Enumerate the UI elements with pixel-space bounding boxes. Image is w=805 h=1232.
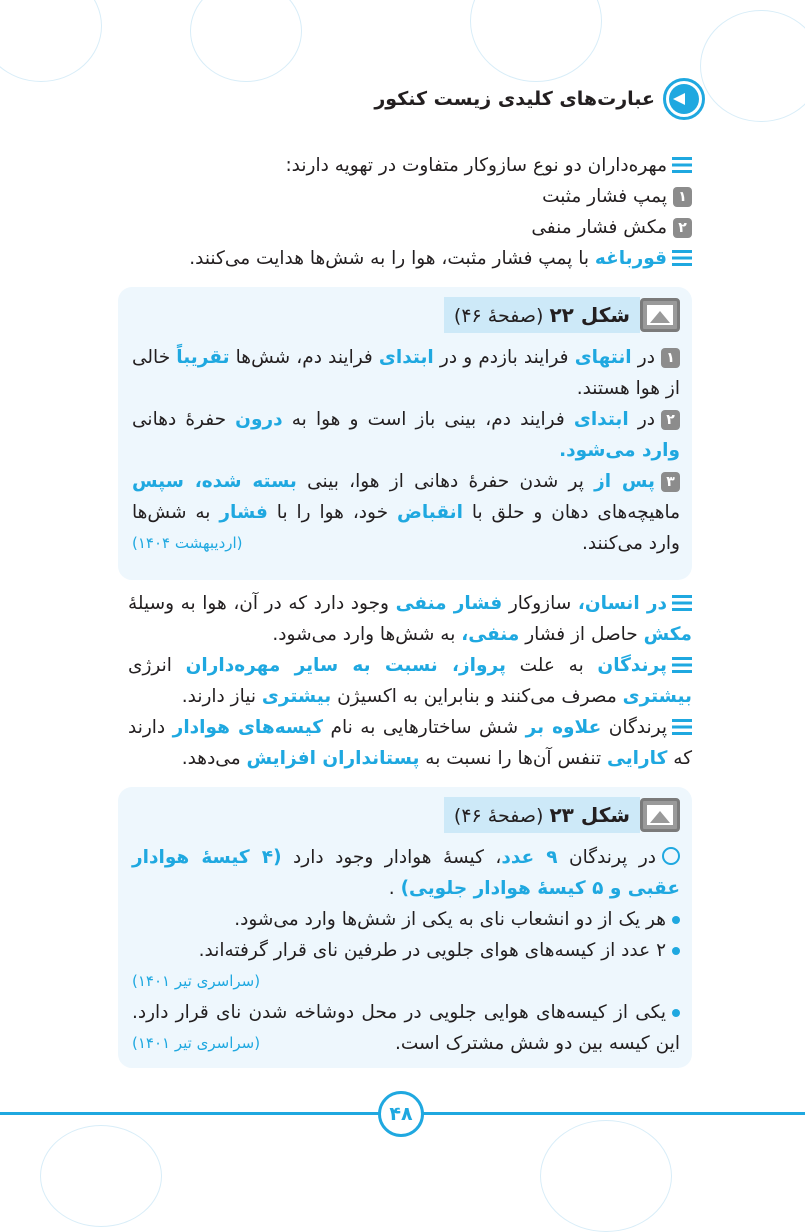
highlighted-term: پس از <box>594 471 656 492</box>
text-segment: شش ساختارهایی به نام <box>323 717 526 738</box>
background-doodle <box>470 0 602 82</box>
text-segment: سازوکار <box>502 593 578 614</box>
numbered-item <box>132 466 680 559</box>
paragraph-text <box>542 186 667 207</box>
text-segment: پمپ فشار مثبت <box>542 186 667 207</box>
bullet-item <box>132 904 680 935</box>
numbered-item <box>128 181 692 212</box>
exam-source: (سراسری تیر ۱۴۰۱) <box>132 1034 261 1052</box>
highlighted-term: منفی، <box>461 624 520 645</box>
text-segment: پرندگان <box>601 717 667 738</box>
text-segment: در <box>628 409 655 430</box>
paragraph-text <box>199 940 666 961</box>
text-segment: یکی از کیسه‌های هوایی جلویی در محل دوشاخه شدن نای قرار دارد. این کیسه بین دو شش مشترک است. <box>132 1002 680 1054</box>
text-segment: . <box>388 878 401 899</box>
text-segment: هر یک از دو انشعاب نای به یکی از شش‌ها وارد می‌شود. <box>234 909 666 930</box>
text-segment: مهره‌داران دو نوع سازوکار متفاوت در تهویه دارند: <box>285 155 667 176</box>
text-segment: در پرندگان <box>557 847 656 868</box>
numbered-item <box>128 212 692 243</box>
highlighted-term: درون <box>235 409 283 430</box>
figure-title <box>444 297 680 333</box>
text-segment: پر شدن حفرهٔ دهانی از هوا، بینی <box>296 471 595 492</box>
text-segment: به شش‌ها وارد می‌شود. <box>272 624 462 645</box>
paragraph-text <box>189 248 667 269</box>
bullet-icon <box>672 1009 680 1017</box>
bullet-icon <box>672 916 680 924</box>
text-segment: مصرف می‌کنند و بنابراین به اکسیژن <box>331 686 623 707</box>
highlighted-term: بیشتری <box>622 686 692 707</box>
figure-22-box <box>118 287 692 580</box>
highlighted-term: (۴ کیسهٔ هوادار عقبی و ۵ کیسهٔ هوادار جلویی) <box>132 847 680 899</box>
figure-23-box <box>118 787 692 1068</box>
background-doodle <box>700 10 805 122</box>
highlighted-term: کارایی <box>607 748 668 769</box>
exam-source: (اردیبهشت ۱۴۰۴) <box>132 534 243 552</box>
highlighted-term: انقباض <box>396 502 463 523</box>
highlighted-term: ابتدای <box>573 409 629 430</box>
highlighted-term: پستانداران افزایش <box>246 748 420 769</box>
figure-number: شکل ۲۲ <box>549 303 630 327</box>
text-segment: وجود دارد که در آن، هوا به وسیلهٔ <box>128 593 396 614</box>
paragraph-text <box>128 717 692 769</box>
paragraph-text <box>285 155 667 176</box>
highlighted-term: بسته شده، سپس <box>132 471 297 492</box>
flower-icon <box>662 847 680 865</box>
section-title: عبارت‌های کلیدی زیست کنکور <box>374 88 655 110</box>
text-segment: مکش فشار منفی <box>531 217 667 238</box>
text-segment: ماهیچه‌های دهان و حلق با <box>462 502 680 523</box>
highlighted-term: فشار <box>219 502 268 523</box>
intro-paragraph <box>128 150 692 181</box>
text-segment: انرژی <box>128 655 186 676</box>
paragraph-text <box>234 909 666 930</box>
image-icon <box>640 798 680 832</box>
highlighted-term: کیسه‌های هوادار <box>172 717 324 738</box>
figure-page-ref: (صفحهٔ ۴۶) <box>453 305 544 327</box>
highlighted-term: ابتدای <box>378 347 434 368</box>
text-segment: به شش‌ها وارد می‌کنند. <box>132 502 680 554</box>
paragraph-text <box>132 847 680 899</box>
background-doodle <box>0 0 102 82</box>
paragraph-text <box>132 347 680 399</box>
highlighted-term: بیشتری <box>261 686 332 707</box>
intro-section <box>128 150 692 274</box>
text-segment: دارند که <box>128 717 692 769</box>
figure-title <box>444 797 680 833</box>
text-segment: با پمپ فشار مثبت، هوا را به شش‌ها هدایت می‌کنند. <box>189 248 595 269</box>
highlighted-term: وارد می‌شود. <box>559 440 680 461</box>
bullet-item <box>132 935 680 966</box>
list-lines-icon <box>672 657 692 673</box>
highlighted-term: مکش <box>643 624 692 645</box>
numbered-item <box>132 404 680 466</box>
list-lines-icon <box>672 250 692 266</box>
background-doodle <box>40 1125 162 1227</box>
text-segment: می‌دهد. <box>181 748 247 769</box>
highlighted-term: در انسان، <box>577 593 668 614</box>
highlighted-term: قورباغه <box>594 248 667 269</box>
paragraph-text <box>128 593 692 645</box>
number-badge: ۱ <box>673 187 692 207</box>
background-doodle <box>540 1120 672 1232</box>
number-badge: ۲ <box>661 410 680 430</box>
highlighted-term: تقریباً <box>176 347 230 368</box>
numbered-item <box>132 342 680 404</box>
bullet-item <box>132 997 680 1059</box>
figure-label <box>444 797 640 833</box>
figure-number: شکل ۲۳ <box>549 803 630 827</box>
key-point <box>128 650 692 712</box>
lead-item <box>132 842 680 904</box>
page-number: ۴۸ <box>378 1091 424 1137</box>
image-icon <box>640 298 680 332</box>
text-segment: فرایند دم، بینی باز است و هوا به <box>282 409 574 430</box>
pacman-logo-icon <box>663 78 705 120</box>
paragraph-text <box>132 409 680 461</box>
text-segment: در <box>631 347 655 368</box>
text-segment: خالی از هوا هستند. <box>132 347 680 399</box>
highlighted-term: ۹ عدد <box>501 847 558 868</box>
number-badge: ۱ <box>661 348 680 368</box>
highlighted-term: پرندگان <box>597 655 667 676</box>
exam-source: (سراسری تیر ۱۴۰۱) <box>132 972 261 990</box>
bullet-icon <box>672 947 680 955</box>
highlighted-term: علاوه بر <box>525 717 602 738</box>
key-point <box>128 712 692 774</box>
list-lines-icon <box>672 595 692 611</box>
text-segment: فرایند بازدم و در <box>433 347 575 368</box>
text-segment: به علت <box>505 655 598 676</box>
figure-label <box>444 297 640 333</box>
number-badge: ۲ <box>673 218 692 238</box>
background-doodle <box>190 0 302 82</box>
text-segment: تنفس آن‌ها را نسبت به <box>419 748 608 769</box>
text-segment: حفرهٔ دهانی <box>132 409 236 430</box>
key-point <box>128 588 692 650</box>
section-header <box>374 78 705 120</box>
list-lines-icon <box>672 157 692 173</box>
text-segment: ۲ عدد از کیسه‌های هوای جلویی در طرفین نای قرار گرفته‌اند. <box>198 940 666 961</box>
highlighted-term: فشار منفی <box>395 593 503 614</box>
text-segment: ، کیسهٔ هوادار وجود دارد <box>281 847 502 868</box>
text-segment: خود، هوا را با <box>267 502 397 523</box>
figure-page-ref: (صفحهٔ ۴۶) <box>453 805 544 827</box>
text-segment: حاصل از فشار <box>519 624 644 645</box>
highlighted-term: پرواز، نسبت به سایر مهره‌داران <box>185 655 506 676</box>
paragraph-text <box>128 655 692 707</box>
paragraph-text <box>531 217 667 238</box>
intro-paragraph <box>128 243 692 274</box>
middle-section <box>128 588 692 774</box>
highlighted-term: انتهای <box>574 347 632 368</box>
text-segment: فرایند دم، شش‌ها <box>229 347 379 368</box>
list-lines-icon <box>672 719 692 735</box>
text-segment: نیاز دارند. <box>181 686 262 707</box>
number-badge: ۳ <box>661 472 680 492</box>
